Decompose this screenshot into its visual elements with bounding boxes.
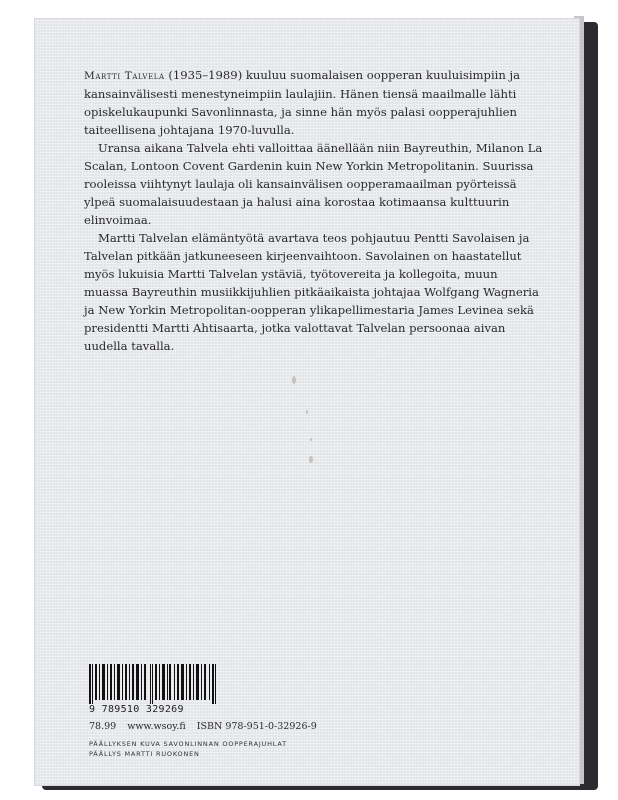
- cover-stain: [306, 410, 308, 414]
- class-code: 78.99: [89, 721, 117, 732]
- blurb-paragraph-1: Martti Talvela (1935–1989) kuuluu suomalaisen oopperan kuuluisimpiin ja kansainvälisesti menestyneimpiin laulajiin. Hänen tiensä maailmalle lähti opiskelukaupunki Savonlinnasta, ja sinne hän myös palasi oopperajuhlien taiteellisena johtajana 1970-luvulla.: [84, 68, 521, 137]
- book-back-cover: [34, 18, 580, 786]
- cover-stain: [309, 456, 313, 463]
- blurb-paragraph-3: Martti Talvelan elämäntyötä avartava teos pohjautuu Pentti Savolaisen ja Talvelan pitkään jatkuneeseen kirjeenvaihtoon. Savolainen on haastatellut myös lukuisia Martti Talvelan ystäviä, työtovereita ja kollegoita, muun muassa Bayreuthin musiikkijuhlien pitkäaikaista johtajaa Wolfgang Wagneria ja New Yorkin Metropolitan-oopperan ylikapellimestaria James Levinea sekä presidentti Martti Ahtisaarta, jotka valottavat Talvelan persoonaa aivan uudella tavalla.: [84, 231, 539, 353]
- author-name: Martti Talvela: [84, 70, 165, 82]
- cover-stain: [310, 438, 312, 441]
- barcode-icon: [89, 664, 217, 704]
- barcode-number: 9 789510 329269: [89, 704, 184, 715]
- cover-design-credit: PÄÄLLYS MARTTI RUOKONEN: [89, 750, 200, 758]
- blurb-text: [84, 66, 544, 355]
- cover-photo-credit: PÄÄLLYKSEN KUVA SAVONLINNAN OOPPERAJUHLAT: [89, 740, 287, 748]
- isbn: ISBN 978-951-0-32926-9: [196, 721, 317, 732]
- publisher-website: www.wsoy.fi: [127, 721, 186, 732]
- blurb-paragraph-2: Uransa aikana Talvela ehti valloittaa äänellään niin Bayreuthin, Milanon La Scalan, Lontoon Covent Gardenin kuin New Yorkin Metropolitanin. Suurissa rooleissa viihtynyt laulaja oli kansainvälisen oopperamaailman pyörteissä ylpeä suomalaisuudestaan ja halusi aina korostaa kotimaansa kulttuurin elinvoimaa.: [84, 141, 543, 227]
- cover-stain: [292, 376, 296, 384]
- publisher-line: [89, 721, 325, 732]
